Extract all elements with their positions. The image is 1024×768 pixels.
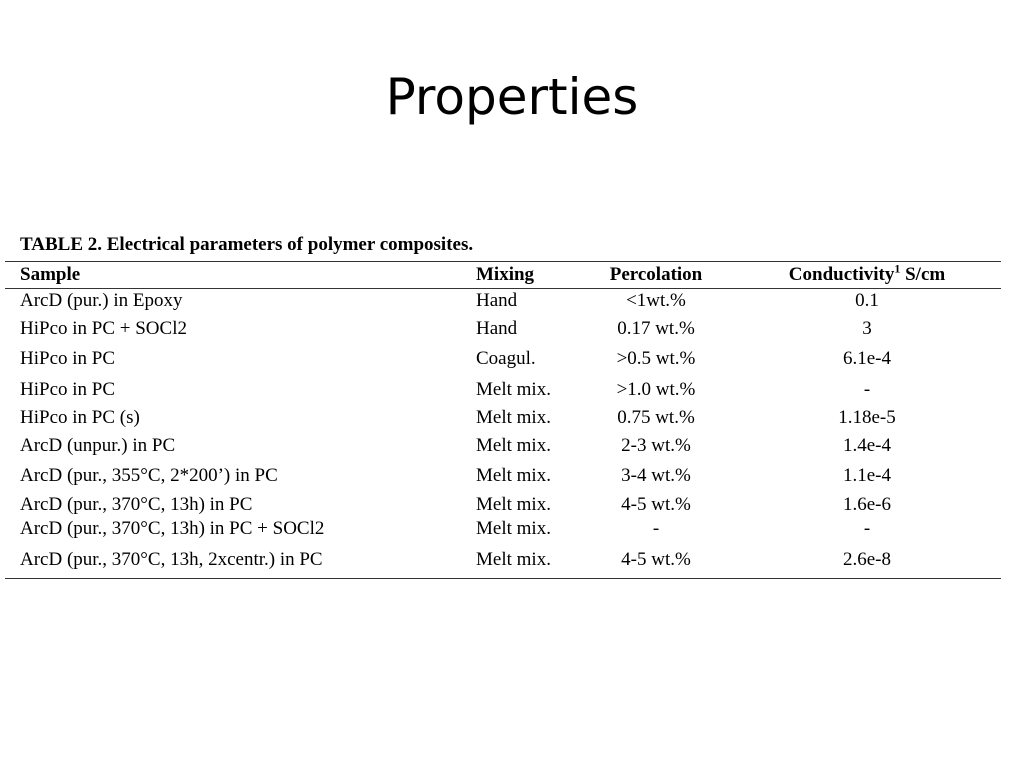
cell-sample: ArcD (pur., 355°C, 2*200’) in PC [20,465,278,486]
cell-mixing: Hand [476,290,518,311]
cell-sample: ArcD (pur., 370°C, 13h) in PC [20,494,253,515]
cell-conductivity: - [863,379,871,400]
cell-conductivity: 0.1 [855,290,879,311]
cell-percolation: 0.75 wt.% [617,407,695,428]
cell-sample: ArcD (unpur.) in PC [20,435,176,456]
cell-percolation: 2-3 wt.% [621,435,691,456]
table-bottom-rule [5,578,1001,579]
cell-percolation: 0.17 wt.% [617,318,695,339]
header-conductivity-label: Conductivity [788,264,895,285]
cell-percolation: 4-5 wt.% [621,494,691,515]
cell-mixing: Melt mix. [476,435,551,456]
cell-conductivity: - [863,518,871,539]
table-top-rule [5,261,1001,262]
header-conductivity-footnote: 1 [894,261,901,276]
cell-percolation: >1.0 wt.% [616,379,696,400]
header-percolation: Percolation [609,264,703,285]
cell-mixing: Melt mix. [476,518,551,539]
cell-sample: HiPco in PC (s) [20,407,140,428]
slide-title: Properties [385,68,639,126]
cell-sample: HiPco in PC + SOCl2 [20,318,187,339]
cell-mixing: Melt mix. [476,379,551,400]
cell-mixing: Melt mix. [476,494,551,515]
cell-sample: ArcD (pur., 370°C, 13h, 2xcentr.) in PC [20,549,323,570]
cell-conductivity: 1.4e-4 [842,435,891,456]
cell-conductivity: 2.6e-8 [842,549,891,570]
header-mixing: Mixing [476,264,535,285]
cell-mixing: Melt mix. [476,407,551,428]
cell-percolation: 4-5 wt.% [621,549,691,570]
cell-mixing: Melt mix. [476,549,551,570]
cell-sample: HiPco in PC [20,379,116,400]
cell-sample: HiPco in PC [20,348,116,369]
header-conductivity [767,263,967,287]
header-conductivity-unit: S/cm [900,264,946,285]
cell-sample: ArcD (pur., 370°C, 13h) in PC + SOCl2 [20,518,325,539]
cell-percolation: 3-4 wt.% [621,465,691,486]
cell-mixing: Melt mix. [476,465,551,486]
cell-conductivity: 1.6e-6 [842,494,891,515]
cell-conductivity: 3 [862,318,872,339]
cell-mixing: Coagul. [476,348,536,369]
cell-conductivity: 6.1e-4 [842,348,891,369]
table-caption: TABLE 2. Electrical parameters of polymer composites. [20,234,474,255]
cell-conductivity: 1.18e-5 [838,407,896,428]
cell-percolation: >0.5 wt.% [616,348,696,369]
header-sample: Sample [20,264,81,285]
cell-sample: ArcD (pur.) in Epoxy [20,290,183,311]
cell-percolation: <1wt.% [626,290,686,311]
cell-mixing: Hand [476,318,518,339]
cell-conductivity: 1.1e-4 [842,465,891,486]
cell-percolation: - [652,518,660,539]
